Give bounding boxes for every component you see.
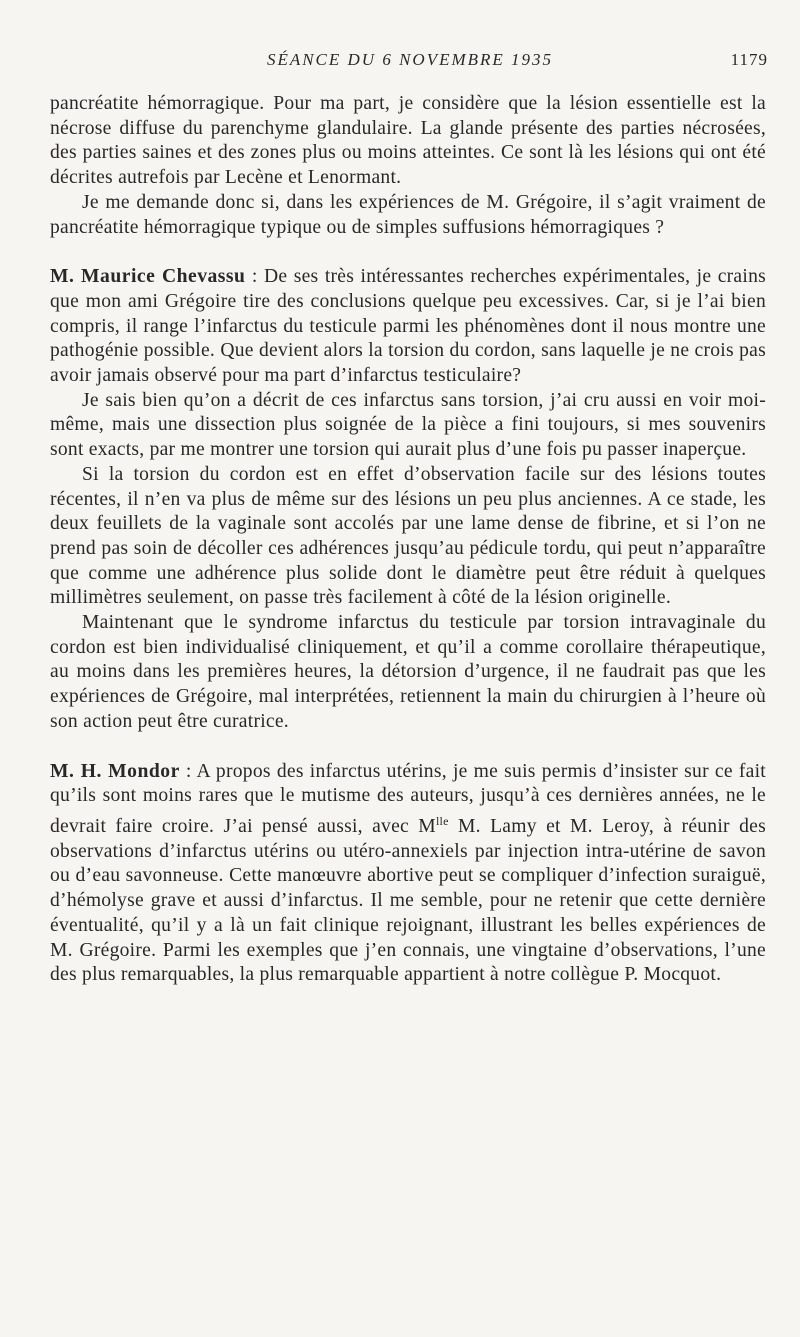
running-title: SÉANCE DU 6 NOVEMBRE 1935 (266, 50, 554, 69)
body-text (50, 92, 766, 988)
paragraph-mondor-text-a: : A propos des infarctus utérins, je me suis permis d’insister sur ce fait qu’ils sont moins rares que le mutisme des auteurs, jusqu’à ces dernières années, ne le devrait faire croire. J’ai pensé aussi, avec M (50, 760, 766, 837)
paragraph-continuation: pancréatite hémorragique. Pour ma part, je considère que la lésion essentielle est la nécrose diffuse du parenchyme glandulaire. La glande présente des parties nécrosées, des parties saines et des zones plus ou moins atteintes. Ce sont là les lésions qui ont été décrites autrefois par Lecène et Lenormant. (50, 93, 766, 189)
paragraph-torsion-lesions: Si la torsion du cordon est en effet d’observation facile sur des lésions toutes récentes, il n’en va plus de même sur des lésions un peu plus anciennes. A ce stade, les deux feuillets de la vaginale sont accolés par une lame dense de fibrine, et si l’on ne prend pas soin de décoller ces adhérences jusqu’au pédicule tordu, qui peut n’apparaître que comme une adhérence plus solide dont le diamètre peut être réduit à quelques millimètres seulement, on passe très facilement à côté de la lésion originelle. (50, 463, 766, 609)
paragraph-torsion-dissection: Je sais bien qu’on a décrit de ces infarctus sans torsion, j’ai cru aussi en voir moi-même, mais une dissection plus soignée de la pièce a fini toujours, si mes souvenirs sont exacts, par me montrer une torsion qui aurait plus d’une fois pu passer inaperçue. (50, 389, 766, 461)
page-number: 1179 (730, 50, 768, 69)
paragraph-chevassu-text: : De ses très intéressantes recherches expérimentales, je crains que mon ami Grégoire tire des conclusions quelque peu excessives. Car, si je l’ai bien compris, il range l’infarctus du testicule parmi les phénomènes dont il nous montre une pathogénie possible. Que devient alors la torsion du cordon, sans laquelle je ne crois pas avoir jamais observé pour ma part d’infarctus testiculaire? (50, 266, 766, 387)
speaker-name-mondor: M. H. Mondor (50, 760, 180, 782)
paragraph-mondor (50, 760, 766, 988)
superscript-lle: lle (435, 813, 449, 828)
paragraph-question: Je me demande donc si, dans les expériences de M. Grégoire, il s’agit vraiment de pancréatite hémorragique typique ou de simples suffusions hémorragiques ? (50, 191, 766, 238)
paragraph-torsion-conclusion: Maintenant que le syndrome infarctus du testicule par torsion intravaginale du cordon est bien individualisé cliniquement, et qu’il a comme corollaire thérapeutique, au moins dans les premières heures, la détorsion d’urgence, il ne faudrait pas que les expériences de Grégoire, mal interprétées, retiennent la main du chirurgien à l’heure où son action peut être curatrice. (50, 612, 766, 732)
paragraph-mondor-text-b: M. Lamy et M. Leroy, à réunir des observations d’infarctus utérins ou utéro-annexiels par injection intra-utérine de savon ou d’eau savonneuse. Cette manœuvre abortive peut se compliquer d’infection suraiguë, d’hémolyse grave et aussi d’infarctus. Il me semble, pour ne retenir que cette dernière éventualité, qu’il y a là un fait clinique rejoignant, illustrant les belles expériences de M. Grégoire. Parmi les exemples que j’en connais, une vingtaine d’observations, l’une des plus remarquables, la plus remarquable appartient à notre collègue P. Mocquot. (50, 815, 766, 986)
speaker-name-chevassu: M. Maurice Chevassu (50, 266, 246, 288)
page-header (52, 50, 768, 76)
paragraph-chevassu (50, 265, 766, 389)
